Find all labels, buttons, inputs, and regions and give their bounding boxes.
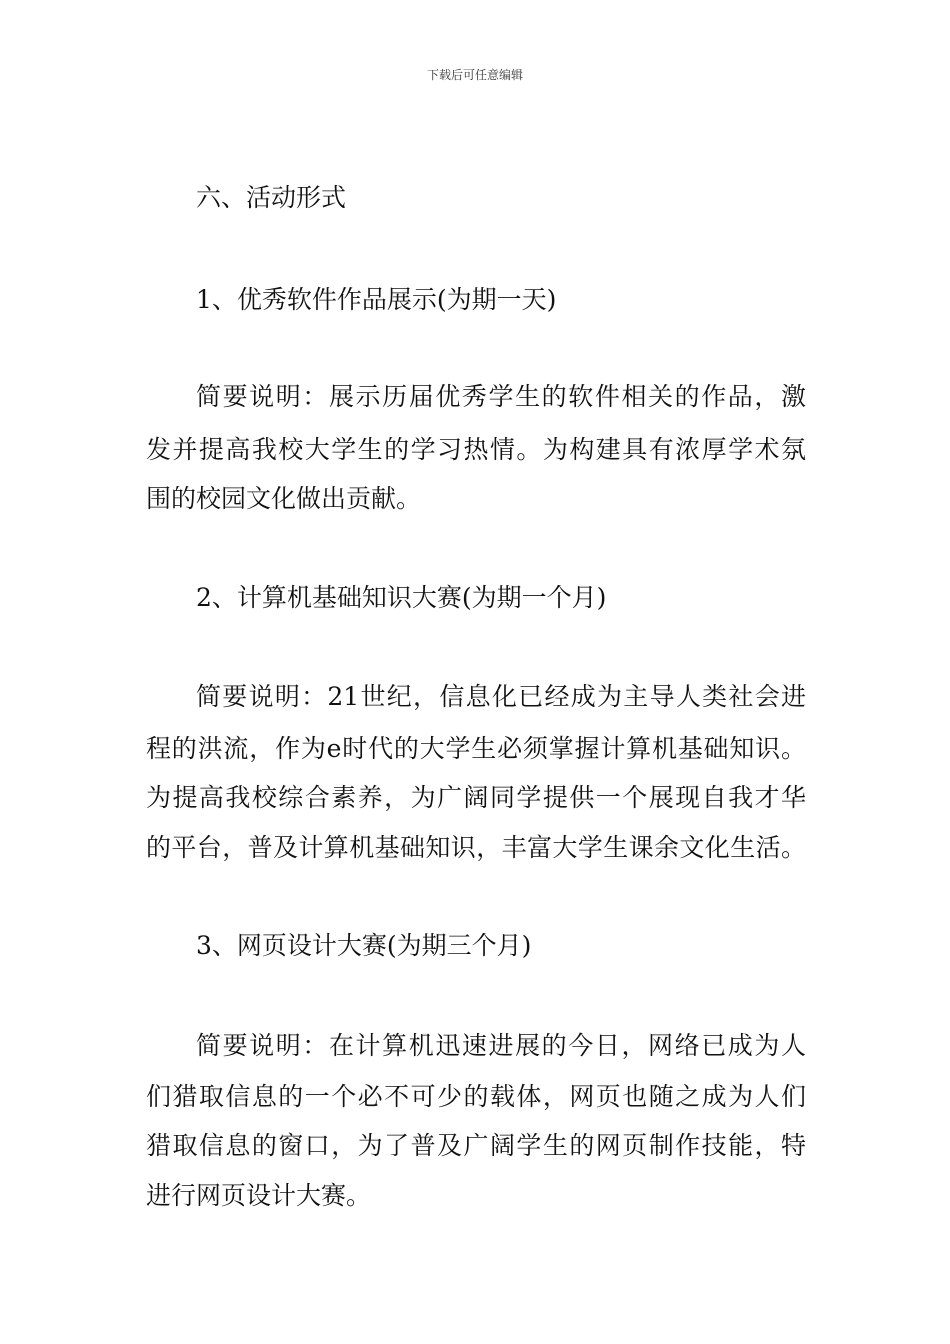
item2-desc-line: 简要说明：21世纪，信息化已经成为主导人类社会进 xyxy=(196,682,806,711)
item3-desc-line: 简要说明：在计算机迅速进展的今日，网络已成为人 xyxy=(196,1031,806,1060)
item1-desc-line: 简要说明：展示历届优秀学生的软件相关的作品，激 xyxy=(196,382,806,411)
item3-desc-line: 进行网页设计大赛。 xyxy=(146,1181,372,1210)
item2-desc-line: 的平台，普及计算机基础知识，丰富大学生课余文化生活。 xyxy=(146,833,806,862)
section-heading: 六、活动形式 xyxy=(196,183,347,212)
item1-title: 1、优秀软件作品展示(为期一天) xyxy=(196,285,557,314)
header-note: 下载后可任意编辑 xyxy=(426,68,523,82)
item3-desc-line: 们猎取信息的一个必不可少的载体，网页也随之成为人们 xyxy=(146,1082,806,1111)
item3-desc-line: 猎取信息的窗口，为了普及广阔学生的网页制作技能，特 xyxy=(146,1131,806,1160)
item3-title: 3、网页设计大赛(为期三个月) xyxy=(196,931,532,960)
item2-desc-line: 为提高我校综合素养，为广阔同学提供一个展现自我才华 xyxy=(146,783,806,812)
item2-title: 2、计算机基础知识大赛(为期一个月) xyxy=(196,583,607,612)
item1-desc-line: 围的校园文化做出贡献。 xyxy=(146,484,422,513)
item1-desc-line: 发并提高我校大学生的学习热情。为构建具有浓厚学术氛 xyxy=(146,435,806,464)
item2-desc-line: 程的洪流，作为e时代的大学生必须掌握计算机基础知识。 xyxy=(146,734,806,763)
